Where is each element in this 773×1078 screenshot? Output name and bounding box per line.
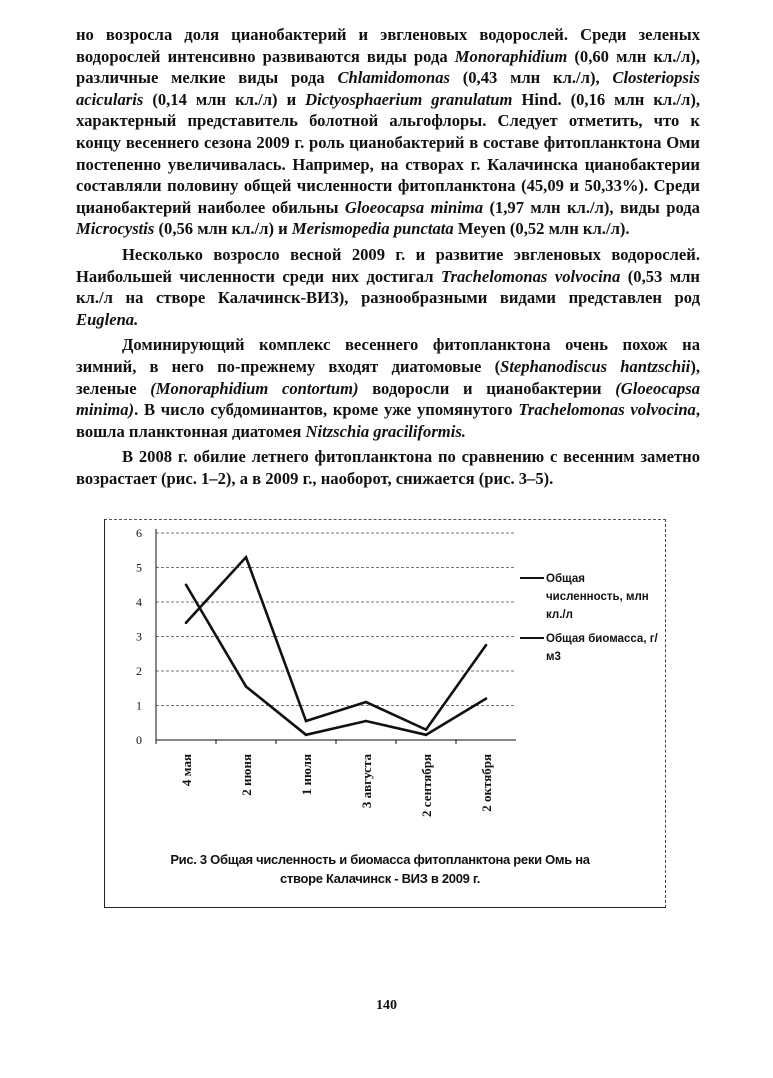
x-tick-label: 1 июля [299,754,314,796]
line-chart [104,519,664,849]
legend-item-1 [520,570,660,624]
y-tick-label: 0 [136,733,142,747]
italic-term: Trachelomonas volvocina [441,266,621,286]
y-tick-label: 2 [136,664,142,678]
text-run: (0,60 млн кл./л), различные мелкие виды рода [76,46,700,88]
paragraph-3 [76,334,700,442]
paragraph-2 [76,244,700,330]
text-run: (0,56 млн кл./л) и [154,219,292,239]
italic-term: Stephanodiscus hantzschii [500,356,691,376]
data-point [425,734,428,737]
figure-caption [140,850,620,888]
text-run: но возросла доля цианобактерий и эвгленовых водорослей. Среди зеленых водорослей интенсивно развиваются виды рода [76,25,700,66]
text-run: водоросли и цианобактерии [358,378,616,398]
y-tick-label: 5 [136,560,142,575]
data-point [245,556,248,559]
data-point [185,583,188,586]
y-tick-label: 4 [136,595,142,609]
caption-line-2: створе Калачинск - ВИЗ в 2009 г. [279,871,481,886]
italic-term: Euglena. [76,309,139,329]
series-line-1 [186,557,486,730]
legend-swatch [520,577,544,579]
x-tick-label: 4 мая [179,754,194,787]
legend-label: Общая биомасса, г/м3 [546,633,658,663]
text-run: Несколько возросло весной 2009 г. и развитие эвгленовых водорослей. Наибольшей численности среди них достигал [76,244,700,286]
caption-line-1: Рис. 3 Общая численность и биомасса фитопланктона реки Омь на [170,852,590,867]
chart-legend [520,570,660,672]
y-tick-label: 3 [136,629,142,644]
data-point [245,685,248,688]
legend-swatch [520,637,544,639]
data-point [305,734,308,737]
italic-term: Closteriopsis acicularis [76,68,700,109]
italic-term: Dictyosphaerium granulatum [305,89,513,109]
data-point [485,697,488,700]
x-tick-label: 2 октября [479,754,494,812]
y-tick-label: 1 [136,698,142,713]
data-point [185,621,188,624]
body-text [76,24,700,489]
data-point [485,644,488,647]
italic-term: Merismopedia punctata [291,219,454,239]
italic-term: Trachelomonas volvocina [518,400,696,420]
text-run: Hind. (0,16 млн кл./л), характерный представитель болотной альгофлоры. Следует отметить, что к концу весеннего сезона 2009 г. роль цианобактерий в составе фитопланктона Оми постепенно увеличивалась. Например, на створах г. Калачинска цианобактерии составляли половину общей численности фитопланктона (45,09 и 50,33%). Среди цианобактерий наиболее обильны [76,89,700,217]
y-tick-label: 6 [136,526,142,540]
italic-term: Microcystis [76,219,155,239]
text-run: В 2008 г. обилие летнего фитопланктона по сравнению с весенним заметно возрастает (рис. 1–2), а в 2009 г., наоборот, снижается (рис. 3–5). [76,447,700,488]
italic-term: Monoraphidium [454,46,568,66]
data-point [365,720,368,723]
text-run: (0,43 млн кл./л), [449,68,613,88]
italic-term: Chlamidomonas [337,68,450,88]
page-number: 140 [376,998,397,1013]
legend-item-2 [520,630,660,666]
legend-label: Общая численность, млн кл./л [546,573,649,621]
data-point [305,720,308,723]
x-tick-label: 2 июня [239,754,254,796]
data-point [365,701,368,704]
text-run: (1,97 млн кл./л), виды рода [483,197,700,217]
text-run: (0,14 млн кл./л) и [143,89,306,109]
x-tick-label: 3 августа [359,754,374,809]
italic-term: (Monoraphidium contortum) [150,378,359,398]
italic-term: Gloeocapsa minima [344,197,484,217]
text-run: Meyen (0,52 млн кл./л). [453,219,630,239]
italic-term: (Gloeocapsa minima) [76,378,700,420]
data-point [425,728,428,731]
text-run: . В число субдоминантов, кроме уже упомянутого [134,400,519,420]
text-run: ), зеленые [76,356,700,398]
paragraph-1 [76,24,700,240]
text-run: (0,53 млн кл./л на створе Калачинск-ВИЗ), разнообразными видами представлен род [76,266,700,308]
paragraph-4 [76,446,700,489]
italic-term: Nitzschia graciliformis. [305,421,466,441]
text-run: Доминирующий комплекс весеннего фитопланктона очень похож на зимний, в него по-прежнему входят диатомовые ( [76,335,700,376]
x-tick-label: 2 сентября [419,754,434,817]
text-run: , вошла планктонная диатомея [76,400,700,441]
